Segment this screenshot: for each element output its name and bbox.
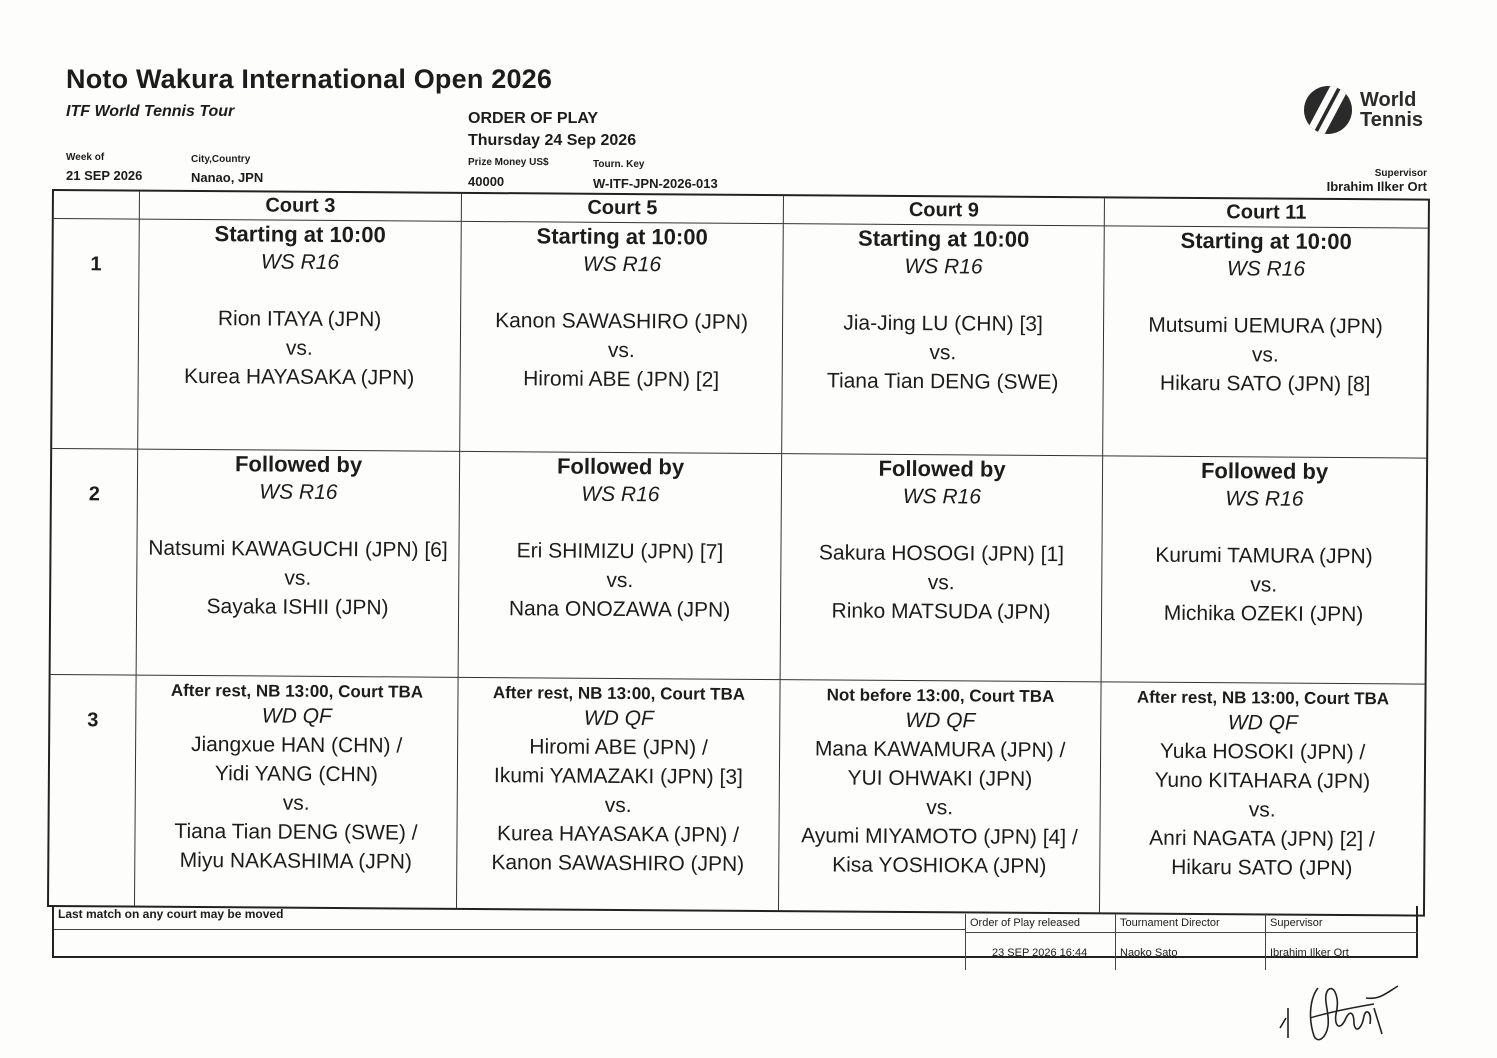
event-round: WS R16 (1226, 257, 1306, 281)
supervisor-box (1265, 914, 1418, 970)
match-cell (135, 676, 459, 908)
team-1-player-a: Mana KAWAMURA (JPN) / (814, 737, 1066, 763)
tourn-key-value: W-ITF-JPN-2026-013 (593, 176, 718, 191)
corner-cell (54, 191, 140, 220)
player-1: Jia-Jing LU (CHN) [3] (843, 311, 1043, 336)
team-1-player-a: Jiangxue HAN (CHN) / (190, 732, 403, 758)
director-box (1115, 914, 1266, 970)
city-label: City,Country (191, 154, 251, 165)
versus: vs. (282, 791, 310, 815)
team-1-player-a: Hiromi ABE (JPN) / (529, 735, 708, 760)
court-header: Court 3 (140, 192, 462, 222)
tourn-key-label: Tourn. Key (593, 159, 645, 170)
player-1: Eri SHIMIZU (JPN) [7] (516, 539, 724, 564)
team-2-player-b: Kisa YOSHIOKA (JPN) (832, 853, 1047, 878)
released-label: Order of Play released (966, 914, 1116, 933)
player-1: Sakura HOSOGI (JPN) [1] (818, 541, 1065, 567)
event-round: WD QF (1227, 711, 1298, 735)
versus: vs. (1251, 343, 1279, 367)
event-round: WS R16 (902, 484, 982, 509)
order-of-play-label: ORDER OF PLAY (468, 110, 599, 127)
schedule-grid (47, 189, 1430, 917)
player-2: Hikaru SATO (JPN) [8] (1159, 371, 1371, 397)
court-header: Court 11 (1105, 198, 1428, 228)
match-cell (1100, 682, 1425, 914)
event-round: WS R16 (582, 252, 662, 277)
match-cell (457, 678, 781, 910)
row-number: 1 (52, 219, 140, 450)
player-1: Natsumi KAWAGUCHI (JPN) [6] (148, 536, 448, 562)
tour-name: ITF World Tennis Tour (66, 103, 235, 120)
player-2: Tiana Tian DENG (SWE) (826, 369, 1059, 395)
team-2-player-a: Kurea HAYASAKA (JPN) / (496, 822, 740, 847)
row-number: 2 (51, 449, 139, 676)
match-cell (1103, 226, 1428, 458)
match-cell (138, 220, 462, 452)
week-value: 21 SEP 2026 (66, 168, 143, 183)
match-start-time: Starting at 10:00 (857, 225, 1030, 252)
event-round: WS R16 (1225, 487, 1304, 511)
versus: vs. (927, 571, 955, 595)
versus: vs. (1248, 798, 1276, 822)
city-value: Nanao, JPN (191, 170, 264, 185)
court-header: Court 5 (462, 194, 784, 224)
prize-label: Prize Money US$ (468, 157, 549, 168)
match-cell (782, 224, 1105, 456)
team-1-player-b: Yuno KITAHARA (JPN) (1154, 768, 1371, 794)
team-1-player-b: Ikumi YAMAZAKI (JPN) [3] (493, 764, 743, 789)
match-cell (137, 450, 461, 678)
versus: vs. (604, 793, 632, 818)
event-round: WS R16 (260, 250, 340, 275)
event-round: WS R16 (259, 480, 338, 505)
team-2-player-b: Miyu NAKASHIMA (JPN) (179, 848, 412, 874)
match-cell (781, 454, 1104, 682)
match-cell (460, 222, 784, 454)
match-start-time: Followed by (556, 453, 685, 480)
event-round: WD QF (261, 704, 332, 728)
order-of-play-heading (468, 108, 636, 152)
footer-supervisor-label: Supervisor (1266, 914, 1418, 933)
week-label: Week of (66, 152, 105, 163)
team-1-player-a: Yuka HOSOKI (JPN) / (1159, 739, 1366, 765)
footer-divider (54, 929, 966, 930)
team-2-player-b: Hikaru SATO (JPN) (1171, 855, 1353, 881)
supervisor-value: Ibrahim Ilker Ort (1326, 179, 1427, 194)
player-1: Rion ITAYA (JPN) (217, 307, 382, 332)
footer-supervisor-value: Ibrahim Ilker Ort (1270, 947, 1349, 959)
versus: vs. (606, 568, 634, 593)
logo-text-tennis: Tennis (1360, 109, 1423, 131)
event-round: WD QF (905, 708, 976, 733)
player-1: Kanon SAWASHIRO (JPN) (495, 309, 749, 334)
supervisor-label: Supervisor (1374, 168, 1427, 179)
match-start-time: Followed by (1200, 458, 1329, 484)
team-2-player-a: Ayumi MIYAMOTO (JPN) [4] / (801, 824, 1078, 850)
supervisor-header (1327, 168, 1427, 194)
match-start-time: After rest, NB 13:00, Court TBA (170, 680, 424, 702)
match-start-time: Not before 13:00, Court TBA (826, 685, 1055, 707)
versus: vs. (929, 341, 957, 365)
player-2: Kurea HAYASAKA (JPN) (183, 364, 415, 390)
player-2: Michika OZEKI (JPN) (1163, 601, 1364, 627)
versus: vs. (1250, 573, 1278, 597)
released-value: 23 SEP 2026 16:44 (992, 947, 1088, 959)
player-1: Mutsumi UEMURA (JPN) (1148, 313, 1383, 339)
page-title: Noto Wakura International Open 2026 (66, 64, 553, 94)
logo-text-world: World (1360, 89, 1417, 111)
player-2: Hiromi ABE (JPN) [2] (523, 367, 720, 392)
player-1: Kurumi TAMURA (JPN) (1155, 543, 1373, 569)
match-start-time: After rest, NB 13:00, Court TBA (1136, 687, 1390, 709)
player-2: Rinko MATSUDA (JPN) (831, 599, 1051, 624)
director-label: Tournament Director (1116, 914, 1266, 933)
last-match-note: Last match on any court may be moved (58, 907, 284, 921)
world-tennis-logo (1304, 86, 1423, 134)
director-value: Naoko Sato (1120, 947, 1178, 959)
team-1-player-b: Yidi YANG (CHN) (214, 762, 378, 787)
player-2: Nana ONOZAWA (JPN) (508, 597, 731, 622)
event-round: WD QF (583, 706, 654, 731)
supervisor-signature (1270, 968, 1410, 1053)
versus: vs. (926, 796, 954, 820)
release-box (965, 914, 1116, 970)
team-1-player-b: YUI OHWAKI (JPN) (847, 766, 1033, 791)
versus: vs. (607, 338, 635, 363)
prize-value: 40000 (468, 174, 505, 189)
team-2-player-a: Tiana Tian DENG (SWE) / (174, 819, 418, 845)
event-round: WS R16 (581, 482, 660, 507)
row-number: 3 (49, 675, 137, 906)
match-start-time: Starting at 10:00 (214, 221, 386, 248)
court-header: Court 9 (784, 196, 1105, 226)
match-start-time: Starting at 10:00 (536, 223, 708, 250)
team-2-player-a: Anri NAGATA (JPN) [2] / (1149, 826, 1375, 852)
match-start-time: After rest, NB 13:00, Court TBA (492, 683, 746, 704)
versus: vs. (284, 566, 312, 590)
match-cell (1102, 456, 1427, 684)
versus: vs. (285, 336, 313, 360)
match-cell (779, 680, 1102, 912)
team-2-player-b: Kanon SAWASHIRO (JPN) (491, 851, 745, 876)
match-cell (459, 452, 783, 680)
world-tennis-logo-icon (1304, 86, 1352, 134)
match-start-time: Followed by (878, 455, 1006, 482)
play-date: Thursday 24 Sep 2026 (468, 132, 637, 149)
match-start-time: Starting at 10:00 (1180, 227, 1352, 255)
match-start-time: Followed by (234, 451, 363, 478)
event-round: WS R16 (904, 254, 983, 279)
player-2: Sayaka ISHII (JPN) (206, 595, 389, 620)
